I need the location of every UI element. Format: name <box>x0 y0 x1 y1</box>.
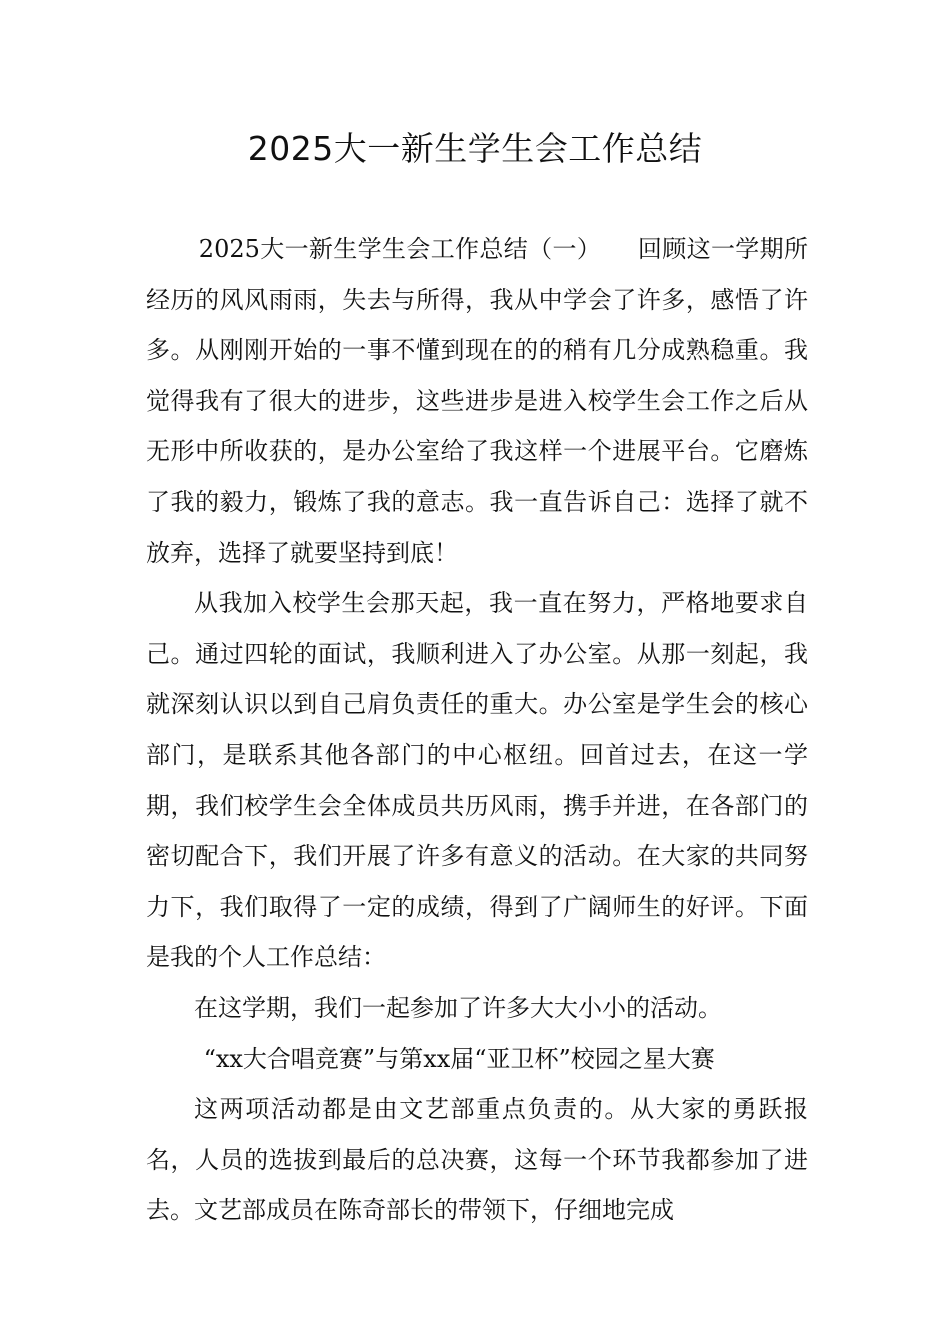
paragraph-intro: 2025大一新生学生会工作总结（一） 回顾这一学期所经历的风风雨雨，失去与所得，我从中学会了许多，感悟了许多。从刚刚开始的一事不懂到现在的的稍有几分成熟稳重。我觉得我有了很大的进步，这些进步是进入校学生会工作之后从无形中所收获的，是办公室给了我这样一个进展平台。它磨炼了我的毅力，锻炼了我的意志。我一直告诉自己：选择了就不放弃，选择了就要坚持到底！ <box>146 235 808 567</box>
paragraph-joining: 从我加入校学生会那天起，我一直在努力，严格地要求自己。通过四轮的面试，我顺利进入了办公室。从那一刻起，我就深刻认识以到自己肩负责任的重大。办公室是学生会的核心部门，是联系其他各部门的中心枢纽。回首过去，在这一学期，我们校学生会全体成员共历风雨，携手并进，在各部门的密切配合下，我们开展了许多有意义的活动。在大家的共同努力下，我们取得了一定的成绩，得到了广阔师生的好评。下面是我的个人工作总结： <box>146 589 808 972</box>
paragraph-event-detail: 这两项活动都是由文艺部重点负责的。从大家的勇跃报名，人员的选拔到最后的总决赛，这每一个环节我都参加了进去。文艺部成员在陈奇部长的带领下，仔细地完成 <box>146 1095 808 1225</box>
document-body <box>146 224 808 1236</box>
paragraph-event-heading: “xx大合唱竞赛”与第xx届“亚卫杯”校园之星大赛 <box>203 1044 715 1073</box>
document-title: 2025大一新生学生会工作总结 <box>247 129 703 168</box>
paragraph-activities: 在这学期，我们一起参加了许多大大小小的活动。 <box>194 993 722 1022</box>
